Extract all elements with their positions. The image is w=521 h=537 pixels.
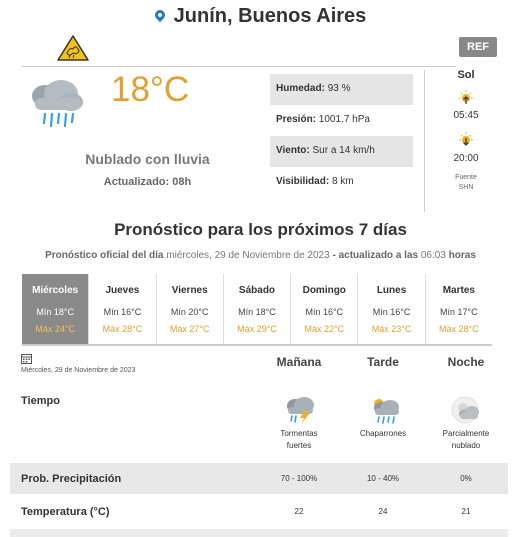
stat-visibility: Visibilidad: 8 km bbox=[276, 176, 354, 187]
day-tab-miercoles[interactable]: Miércoles Mín 18°C Máx 24°C bbox=[22, 274, 89, 344]
condition-noche: Parcialmente nublado bbox=[442, 429, 490, 450]
stat-humidity: Humedad: 93 % bbox=[270, 74, 413, 105]
current-stats bbox=[270, 74, 413, 198]
day-tab-domingo[interactable]: Domingo Mín 16°C Máx 22°C bbox=[291, 274, 358, 344]
warning-icon[interactable] bbox=[57, 35, 89, 61]
updated-time: Actualizado: 08h bbox=[103, 176, 192, 188]
forecast-days bbox=[22, 274, 492, 344]
ref-button[interactable]: REF bbox=[459, 37, 497, 57]
precip-manana: 70 - 100% bbox=[280, 474, 318, 483]
detail-date: Miércoles, 29 de Noviembre de 2023 bbox=[21, 367, 136, 374]
period-header-noche: Noche bbox=[447, 355, 485, 369]
tiempo-label: Tiempo bbox=[21, 395, 60, 407]
sun-source: Fuente SHN bbox=[455, 174, 477, 191]
day-tab-jueves[interactable]: Jueves Mín 16°C Máx 28°C bbox=[89, 274, 156, 344]
temp-noche: 21 bbox=[461, 507, 471, 516]
condition-manana: Tormentas fuertes bbox=[280, 429, 318, 450]
temp-label: Temperatura (°C) bbox=[21, 506, 110, 518]
forecast-title: Pronóstico para los próximos 7 días bbox=[114, 220, 407, 239]
sun-title: Sol bbox=[457, 69, 475, 81]
sunrise-time: 05:45 bbox=[453, 110, 479, 121]
calendar-icon bbox=[21, 353, 32, 364]
current-condition: Nublado con lluvia bbox=[85, 151, 210, 167]
current-temperature: 18°C bbox=[111, 70, 190, 109]
location-name: Junín, Buenos Aires bbox=[173, 5, 367, 27]
sunset-icon bbox=[458, 131, 474, 147]
days-divider bbox=[22, 344, 492, 346]
day-tab-sabado[interactable]: Sábado Mín 18°C Máx 29°C bbox=[224, 274, 291, 344]
day-tab-viernes[interactable]: Viernes Mín 20°C Máx 27°C bbox=[157, 274, 224, 344]
precip-tarde: 10 - 40% bbox=[366, 474, 400, 483]
location-pin-icon bbox=[153, 8, 167, 22]
temp-tarde: 24 bbox=[378, 507, 388, 516]
sunrise-icon bbox=[458, 89, 474, 105]
sun-divider bbox=[424, 70, 425, 212]
precip-label: Prob. Precipitación bbox=[21, 473, 122, 485]
showers-icon bbox=[367, 396, 401, 424]
sunset-time: 20:00 bbox=[453, 153, 479, 164]
next-row-band bbox=[10, 529, 508, 537]
day-tab-martes[interactable]: Martes Mín 17°C Máx 28°C bbox=[439, 285, 479, 334]
stat-pressure: Presión: 1001.7 hPa bbox=[276, 114, 370, 125]
stat-wind: Viento: Sur a 14 km/h bbox=[270, 136, 413, 167]
cloud-rain-icon bbox=[25, 78, 87, 130]
partly-cloudy-night-icon bbox=[450, 396, 484, 424]
location-title bbox=[0, 5, 521, 28]
condition-tarde: Chaparrones bbox=[359, 429, 407, 438]
period-header-tarde: Tarde bbox=[367, 355, 399, 369]
thunderstorm-icon bbox=[283, 396, 317, 424]
header-divider bbox=[22, 66, 456, 67]
period-header-manana: Mañana bbox=[276, 355, 322, 369]
precip-noche: 0% bbox=[460, 474, 472, 483]
forecast-subtitle: Pronóstico oficial del día miércoles, 29 de Noviembre de 2023 - actualizado a las 06:03 horas bbox=[45, 250, 476, 261]
day-tab-lunes[interactable]: Lunes Mín 16°C Máx 23°C bbox=[358, 274, 425, 344]
temp-manana: 22 bbox=[294, 507, 304, 516]
